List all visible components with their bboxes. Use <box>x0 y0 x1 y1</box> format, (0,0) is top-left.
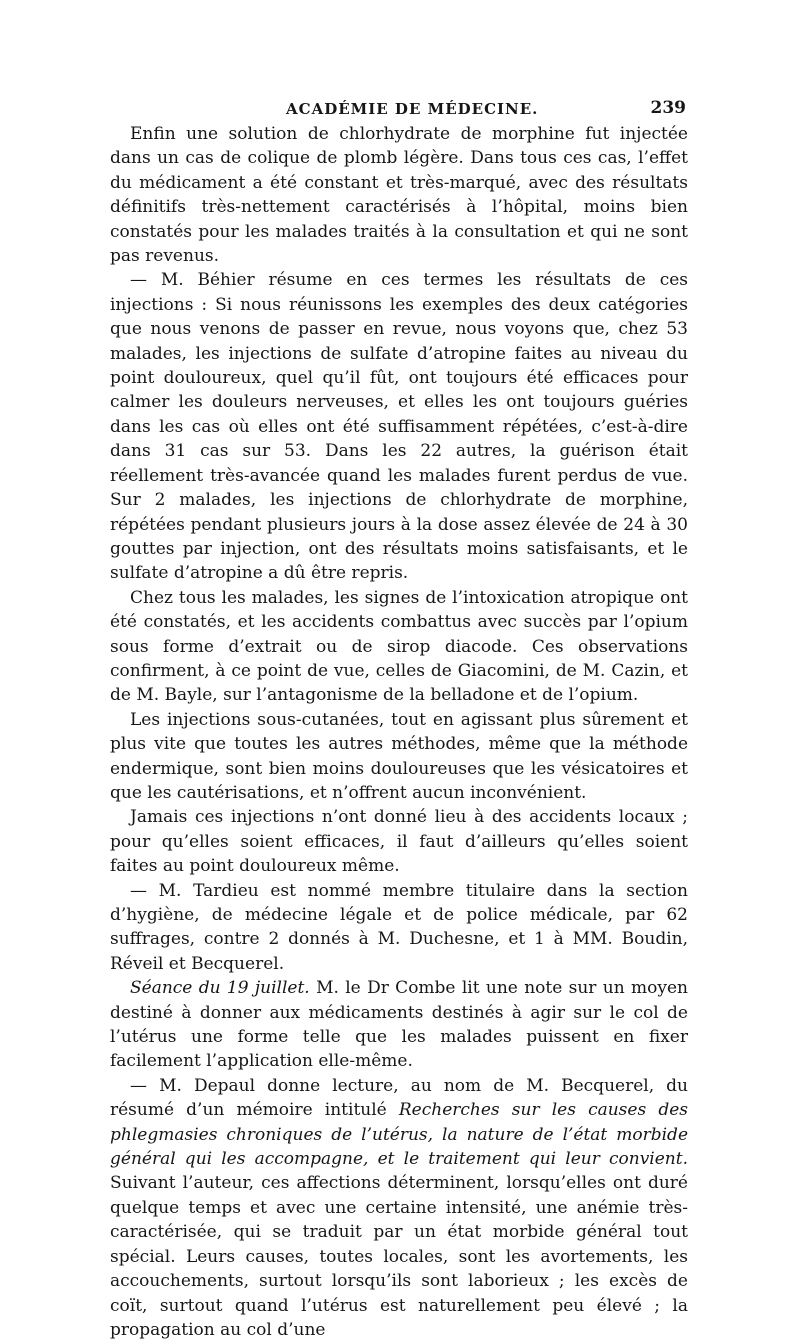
body-text <box>110 122 688 1342</box>
paragraph-injection-results: Enfin une solution de chlorhydrate de morphine fut injectée dans un cas de colique de plomb légère. Dans tous ces cas, l’effet du médicament a été constant et très-marqué, avec des résultats définitifs très-nettement caractérisés à l’hôpital, moins bien constatés pour les malades traités à la consultation et qui ne sont pas revenus. <box>110 124 688 267</box>
paragraph-depaul-lecture <box>110 1074 688 1342</box>
running-title: ACADÉMIE DE MÉDECINE. <box>286 100 539 118</box>
running-header <box>110 96 688 122</box>
paragraph-seance-19-juillet <box>110 976 688 1074</box>
session-date: Séance du 19 juillet. <box>130 978 310 999</box>
lecture-text: Suivant l’auteur, ces affections déterminent, lorsqu’elles ont duré quelque temps et avec une certaine intensité, une anémie très-caractérisée, qui se traduit par un état morbide général tout spécial. Leurs causes, toutes locales, sont les avortements, les accouchements, surtout lorsqu’ils sont laborieux ; les excès de coït, surtout quand l’utérus est naturellement peu élevé ; la propagation au col d’une <box>110 1173 688 1340</box>
paragraph-tardieu-nomination: — M. Tardieu est nommé membre titulaire dans la section d’hygiène, de médecine légale et de police médicale, par 62 suffrages, contre 2 donnés à M. Duchesne, et 1 à MM. Boudin, Réveil et Becquerel. <box>110 880 688 974</box>
paragraph-no-local-accidents: Jamais ces injections n’ont donné lieu à des accidents locaux ; pour qu’elles soient efficaces, il faut d’ailleurs qu’elles soient faites au point douloureux même. <box>110 807 688 877</box>
book-page <box>110 96 688 1342</box>
paragraph-atropine-intoxication: Chez tous les malades, les signes de l’intoxication atropique ont été constatés, et les accidents combattus avec succès par l’opium sous forme d’extrait ou de sirop diacode. Ces observations confirment, à ce point de vue, celles de Giacomini, de M. Cazin, et de M. Bayle, sur l’antagonisme de la belladone et de l’opium. <box>110 587 688 706</box>
lecture-lead: — M. Depaul donne lecture, au nom de M. Becquerel, du résumé d’un mémoire intitulé <box>110 1075 688 1121</box>
paragraph-subcutaneous-injections: Les injections sous-cutanées, tout en agissant plus sûrement et plus vite que toutes les autres méthodes, même que la méthode endermique, sont bien moins douloureuses que les vésicatoires et que les cautérisations, et n’offrent aucun inconvénient. <box>110 709 688 803</box>
page-number: 239 <box>650 98 686 118</box>
memoir-title: Recherches sur les causes des phlegmasies chroniques de l’utérus, la nature de l’état morbide général qui les accompagne, et le traitement qui leur convient. <box>110 1100 688 1170</box>
paragraph-behier-summary: — M. Béhier résume en ces termes les résultats de ces injections : Si nous réunissons les exemples des deux catégories que nous venons de passer en revue, nous voyons que, chez 53 malades, les injections de sulfate d’atropine faites au niveau du point douloureux, quel qu’il fût, ont toujours été efficaces pour calmer les douleurs nerveuses, et elles les ont toujours guéries dans les cas où elles ont été suffisamment répétées, c’est-à-dire dans 31 cas sur 53. Dans les 22 autres, la guérison était réellement très-avancée quand les malades furent perdus de vue. Sur 2 malades, les injections de chlorhydrate de morphine, répétées pendant plusieurs jours à la dose assez élevée de 24 à 30 gouttes par injection, ont des résultats moins satisfaisants, et le sulfate d’atropine a dû être repris. <box>110 270 688 584</box>
session-text: M. le Dr Combe lit une note sur un moyen destiné à donner aux médicaments destinés à agir sur le col de l’utérus une forme telle que les malades puissent en fixer facilement l’application elle-même. <box>110 978 689 1072</box>
